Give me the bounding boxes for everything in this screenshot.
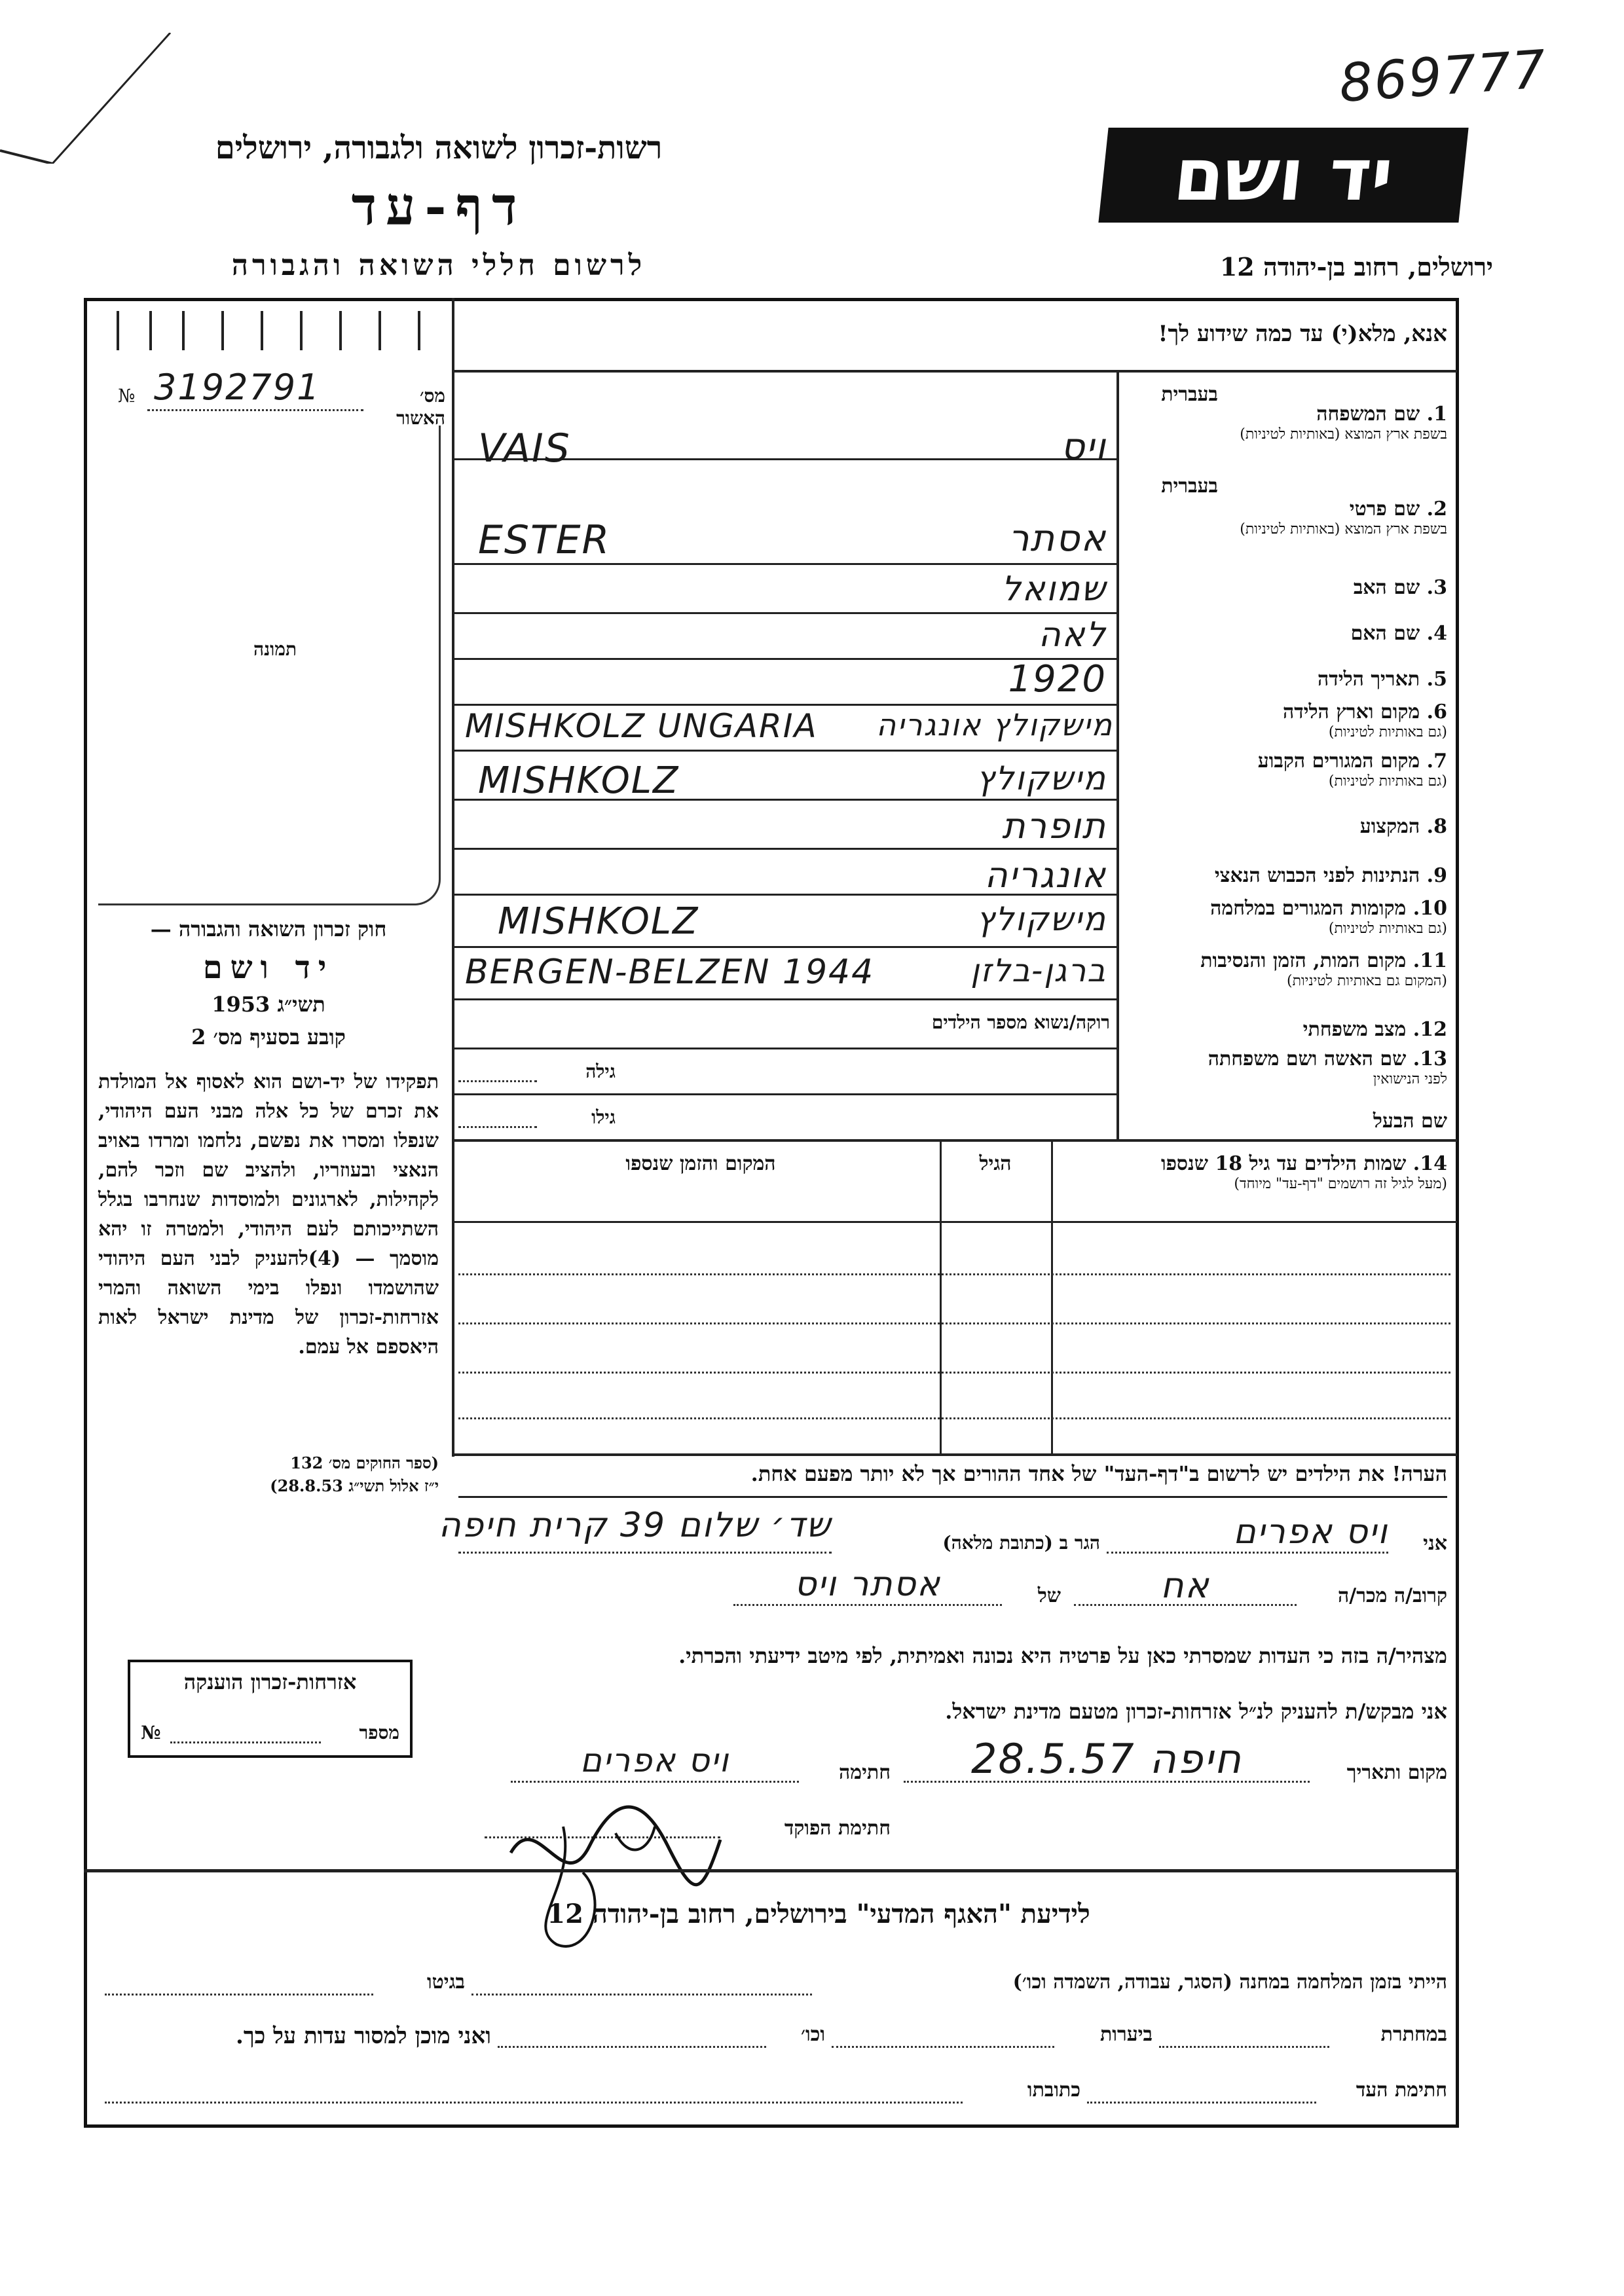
husband-age-line [458,1126,537,1128]
approval-no-mark: № [118,385,136,407]
approval-line [147,409,363,411]
bottom-section-rule [84,1869,1459,1872]
yad-vashem-logo [1098,128,1468,223]
birthplace-hebrew: מישקולץ אונגריה [876,707,1113,742]
declarant-name: ויס אפרים [1233,1512,1388,1552]
birthplace-latin: MISHKOLZ UNGARIA [465,707,818,745]
bottom-line1-a: הייתי בזמן המלחמה במחנה (הסגר, עבודה, השמדה וכו׳) [1012,1971,1447,1994]
declaration: מצהיר/ה בזה כי העדות שמסרתי כאן על פרטיה היא נכונה ואמיתית, לפי מיטב ידיעתי והכרתי. [678,1643,1447,1668]
bottom-title: לידיעת "האגף המדעי" בירושלים, רחוב בן-יהודה 12 [547,1899,1090,1929]
row-rule [452,946,1116,948]
husband-label: שם הבעל [1373,1110,1447,1133]
bottom-line2-b: ביערות [1099,2023,1153,2046]
law-year: תשי״ג 1953 [212,992,325,1017]
field-8-label: 8. המקצוע [1359,815,1447,838]
declarant-address-line [458,1552,832,1554]
profession: תופרת [1002,805,1107,847]
form-subtitle: לרשום חללי השואה והגבורה [231,249,646,282]
row-rule [452,1048,1116,1049]
resides-label: הגר ב (כתובת מלאה) [942,1532,1100,1554]
relation-line [1074,1604,1297,1606]
children-place-header: המקום והזמן שנספו [625,1152,776,1175]
children-header-rule [452,1221,1457,1223]
field-12-label: 12. מצב משפחתי [1302,1018,1447,1041]
bottom-line2-d: ואני מוכן למסור עדות על כך. [236,2023,491,2049]
bottom-line1-b: בגיטו [426,1971,465,1994]
surname-hebrew: ויס [1060,426,1107,468]
bottom-line3-b: כתובתו [1027,2079,1080,2102]
field-13-label: 13. שם האשה ושם משפחתה לפני הנישואין [1208,1048,1447,1087]
address: ירושלים, רחוב בן-יהודה 12 [1219,252,1493,282]
marital-status: רוקה/נשוא מספר הילדים [931,1011,1110,1033]
declarant-name-line [1107,1552,1388,1554]
law-clause: קובע בסעיף מס׳ 2 [191,1025,346,1049]
bottom-line3-a: חתימת העד [1356,2079,1447,2102]
field-2-label: 2. שם פרטי בשפת ארץ המוצא (באותיות לטיניות) [1240,498,1447,538]
firstname-latin: ESTER [478,517,611,563]
residence-latin: MISHKOLZ [478,759,680,802]
law-source-2: י״ז אלול תשי״ג 28.8.53) [270,1476,439,1495]
field-10-label: 10. מקומות המגורים במלחמה (גם באותיות לטיניות) [1210,897,1447,937]
place-date-line [904,1781,1310,1783]
photo-strip-ticks [105,308,445,354]
residence-hebrew: מישקולץ [976,759,1107,797]
row-rule [452,998,1116,1000]
field-1-label: 1. שם המשפחה בשפת ארץ המוצא (באותיות לטיניות) [1240,403,1447,443]
children-label: 14. שמות הילדים עד גיל 18 שנספו (מעל לגיל זה רושמים "דף-עד" מיוחד) [1160,1152,1447,1192]
officer-label: חתימת הפוקד [784,1817,891,1840]
of-label: של [1037,1584,1061,1607]
photo-label: תמונה [253,638,297,660]
hebrew-header-1: בעברית [1161,383,1218,406]
wartime-residence-hebrew: מישקולץ [976,900,1107,938]
field-5-label: 5. תאריך הלידה [1318,668,1447,691]
row-rule [452,1093,1116,1095]
hebrew-header-2: בעברית [1161,475,1218,498]
surname-latin: VAIS [478,426,571,471]
signature-label: חתימה [839,1761,891,1784]
husband-age-label: גילו [591,1106,616,1128]
request: אני מבקש/ת להעניק לנ״ל אזרחות-זכרון מטעם מדינת ישראל. [945,1699,1447,1724]
child-row [458,1372,1450,1374]
row-rule [452,612,1116,614]
law-source-1: (ספר החוקים מס׳ 132 [290,1453,439,1472]
wartime-residence-latin: MISHKOLZ [498,900,699,943]
fields-bottom-rule [452,1139,1457,1142]
bottom-line1-dots-b [105,1994,373,1995]
field-6-label: 6. מקום וארץ הלידה (גם באותיות לטיניות) [1282,701,1447,740]
law-title: חוק זכרון השואה והגבורה — [150,917,387,941]
child-row [458,1417,1450,1419]
mother-name: לאה [1038,615,1107,655]
signature-value: ויס אפרים [580,1741,730,1779]
bottom-line2-a: במחתרת [1380,2023,1447,2046]
citizenship-number-label: מספר [359,1722,399,1743]
child-row [458,1273,1450,1275]
photo-area [98,426,441,905]
declarant-ani: אני [1423,1532,1447,1555]
death-place-latin: BERGEN-BELZEN 1944 [465,953,875,992]
birth-date: 1920 [1008,658,1107,701]
field-4-label: 4. שם האם [1350,622,1447,645]
row-rule [452,563,1116,565]
firstname-hebrew: אסתר [1008,517,1107,560]
field-11-label: 11. מקום המות, הזמן והנסיבות (המקום גם באותיות לטיניות) [1200,949,1447,989]
archive-number: 869777 [1337,39,1549,114]
approval-number: 3192791 [154,367,321,408]
approval-label: מס׳ האשור [396,385,445,429]
citizenship-no-mark: № [141,1722,161,1743]
children-age-header: הגיל [979,1152,1012,1175]
instructions-divider [452,370,1457,373]
child-row [458,1322,1450,1324]
row-rule [452,750,1116,752]
logo-text: יד ושם [1170,133,1397,217]
death-place-hebrew: ברגן-בלזן [970,953,1107,989]
note-underline [458,1496,1447,1498]
bottom-line3-dots-b [105,2102,963,2104]
declarant-address: שד׳ שלום 39 קרית חיפה [438,1506,832,1545]
children-bottom-rule [452,1453,1457,1456]
org-name: רשות-זכרון לשואה ולגבורה, ירושלים [215,130,663,166]
nationality: אונגריה [984,854,1107,896]
row-rule [452,704,1116,706]
note: הערה! את הילדים יש לרשום ב"דף-העד" של אחד ההורים אך לא יותר מפעם אחת. [750,1461,1447,1486]
instructions: אנא, מלא(י) עד כמה שידוע לך! [1158,321,1447,347]
children-col-1 [1051,1140,1053,1455]
bottom-line3-dots-a [1087,2102,1316,2104]
field-7-label: 7. מקום המגורים הקבוע (גם באותיות לטיניות) [1257,750,1447,790]
wife-age-line [458,1080,537,1082]
law-text: תפקידו של יד-ושם הוא לאסוף אל המולדת את זכרם של כל אלה מבני העם היהודי, שנפלו ומסרו את נפשם, נלחמו ומרדו באויב הנאצי ובעוזריו, ולהציב שם וזכר להם, לקהילות, לארגונים ולמוסדות שנחרבו בגלל השתייכותם לעם היהודי, ולמטרה זו יהא מוסמך — (4)להעניק לבני העם היהודי שהושמדו ונפלו בימי השואה והמרי אזרחות-זכרון של מדינת ישראל לאות היאספם אל עמם. [98,1070,439,1358]
field-9-label: 9. הנתינות לפני הכבוש הנאצי [1214,864,1447,887]
citizenship-number-line [170,1741,321,1743]
wife-age-label: גילה [585,1061,616,1082]
bottom-line2-dots-c [498,2046,766,2048]
relation-value: אח [1160,1565,1210,1606]
relation-label: קרוב/ה מכר/ה [1338,1584,1447,1607]
children-col-2 [940,1140,942,1455]
bottom-line2-dots-b [832,2046,1054,2048]
father-name: שמואל [1001,570,1107,609]
citizenship-title: אזרחות-זכרון הוענקה [183,1669,357,1694]
bottom-line2-dots-a [1159,2046,1329,2048]
of-name-line [733,1604,1002,1606]
of-name: אסתר ויס [794,1565,942,1604]
law-name: יד ושם [202,949,335,986]
form-title: דף-עד [351,175,526,237]
left-column-divider [452,298,454,1457]
bottom-line2-c: וכו׳ [801,2023,825,2046]
bottom-line1-dots-a [471,1994,812,1995]
field-3-label: 3. שם האב [1353,576,1447,599]
place-date-value: חיפה 28.5.57 [971,1735,1242,1783]
row-rule [452,848,1116,850]
place-date-label: מקום ותאריך [1346,1761,1447,1784]
label-column-divider [1116,370,1119,1139]
